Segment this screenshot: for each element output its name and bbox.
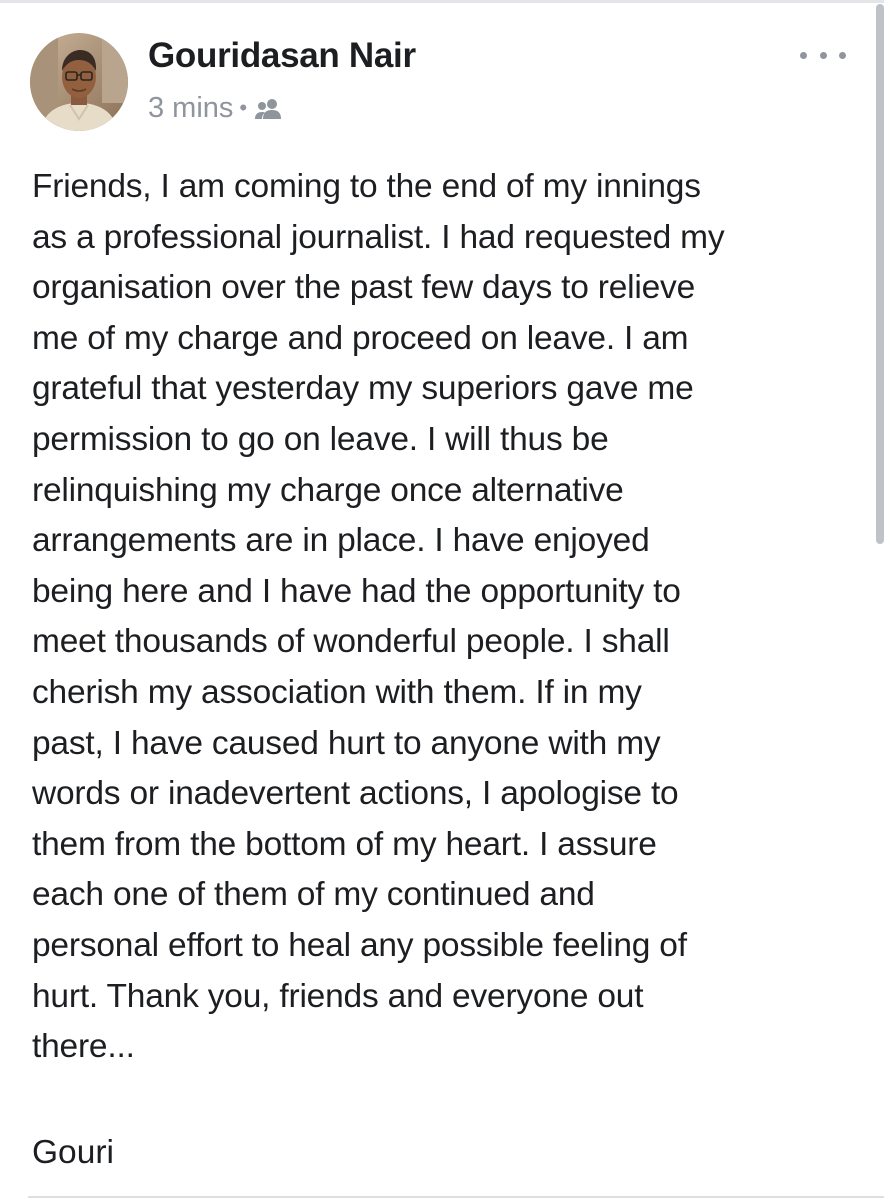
post-text-line: hurt. Thank you, friends and everyone out xyxy=(32,977,644,1015)
post-timestamp[interactable]: 3 mins xyxy=(148,91,234,124)
avatar[interactable] xyxy=(30,33,128,131)
post-text-line: permission to go on leave. I will thus be xyxy=(32,420,609,458)
post-text xyxy=(32,162,867,1073)
post-text-line: me of my charge and proceed on leave. I am xyxy=(32,319,689,357)
scrollbar[interactable] xyxy=(876,4,884,544)
friends-icon[interactable] xyxy=(253,96,285,120)
post-meta xyxy=(148,90,285,126)
post-text-line: relinquishing my charge once alternative xyxy=(32,471,624,509)
avatar-photo xyxy=(30,33,128,131)
more-options-icon[interactable] xyxy=(800,40,846,70)
post-text-line: cherish my association with them. If in my xyxy=(32,673,642,711)
post-signature: Gouri xyxy=(32,1134,114,1171)
post-text-line: past, I have caused hurt to anyone with my xyxy=(32,724,661,762)
post-text-line: there... xyxy=(32,1028,135,1066)
post-text-line: meet thousands of wonderful people. I shall xyxy=(32,623,670,661)
post-text-line: grateful that yesterday my superiors gave me xyxy=(32,370,694,408)
post-text-line: personal effort to heal any possible feeling of xyxy=(32,926,687,964)
post-text-line: words or inadevertent actions, I apologise to xyxy=(32,775,679,813)
post-text-line: them from the bottom of my heart. I assure xyxy=(32,825,657,863)
post-text-line: arrangements are in place. I have enjoyed xyxy=(32,522,650,560)
post-text-line: organisation over the past few days to relieve xyxy=(32,269,696,307)
top-divider xyxy=(0,0,884,3)
bottom-divider xyxy=(28,1196,884,1198)
post-text-line: Friends, I am coming to the end of my innings xyxy=(32,168,701,205)
post-text-line: as a professional journalist. I had requested my xyxy=(32,218,725,256)
post-text-line: being here and I have had the opportunity to xyxy=(32,572,681,610)
author-name[interactable]: Gouridasan Nair xyxy=(148,36,416,75)
post-text-line: each one of them of my continued and xyxy=(32,876,595,914)
meta-separator: • xyxy=(239,95,248,120)
